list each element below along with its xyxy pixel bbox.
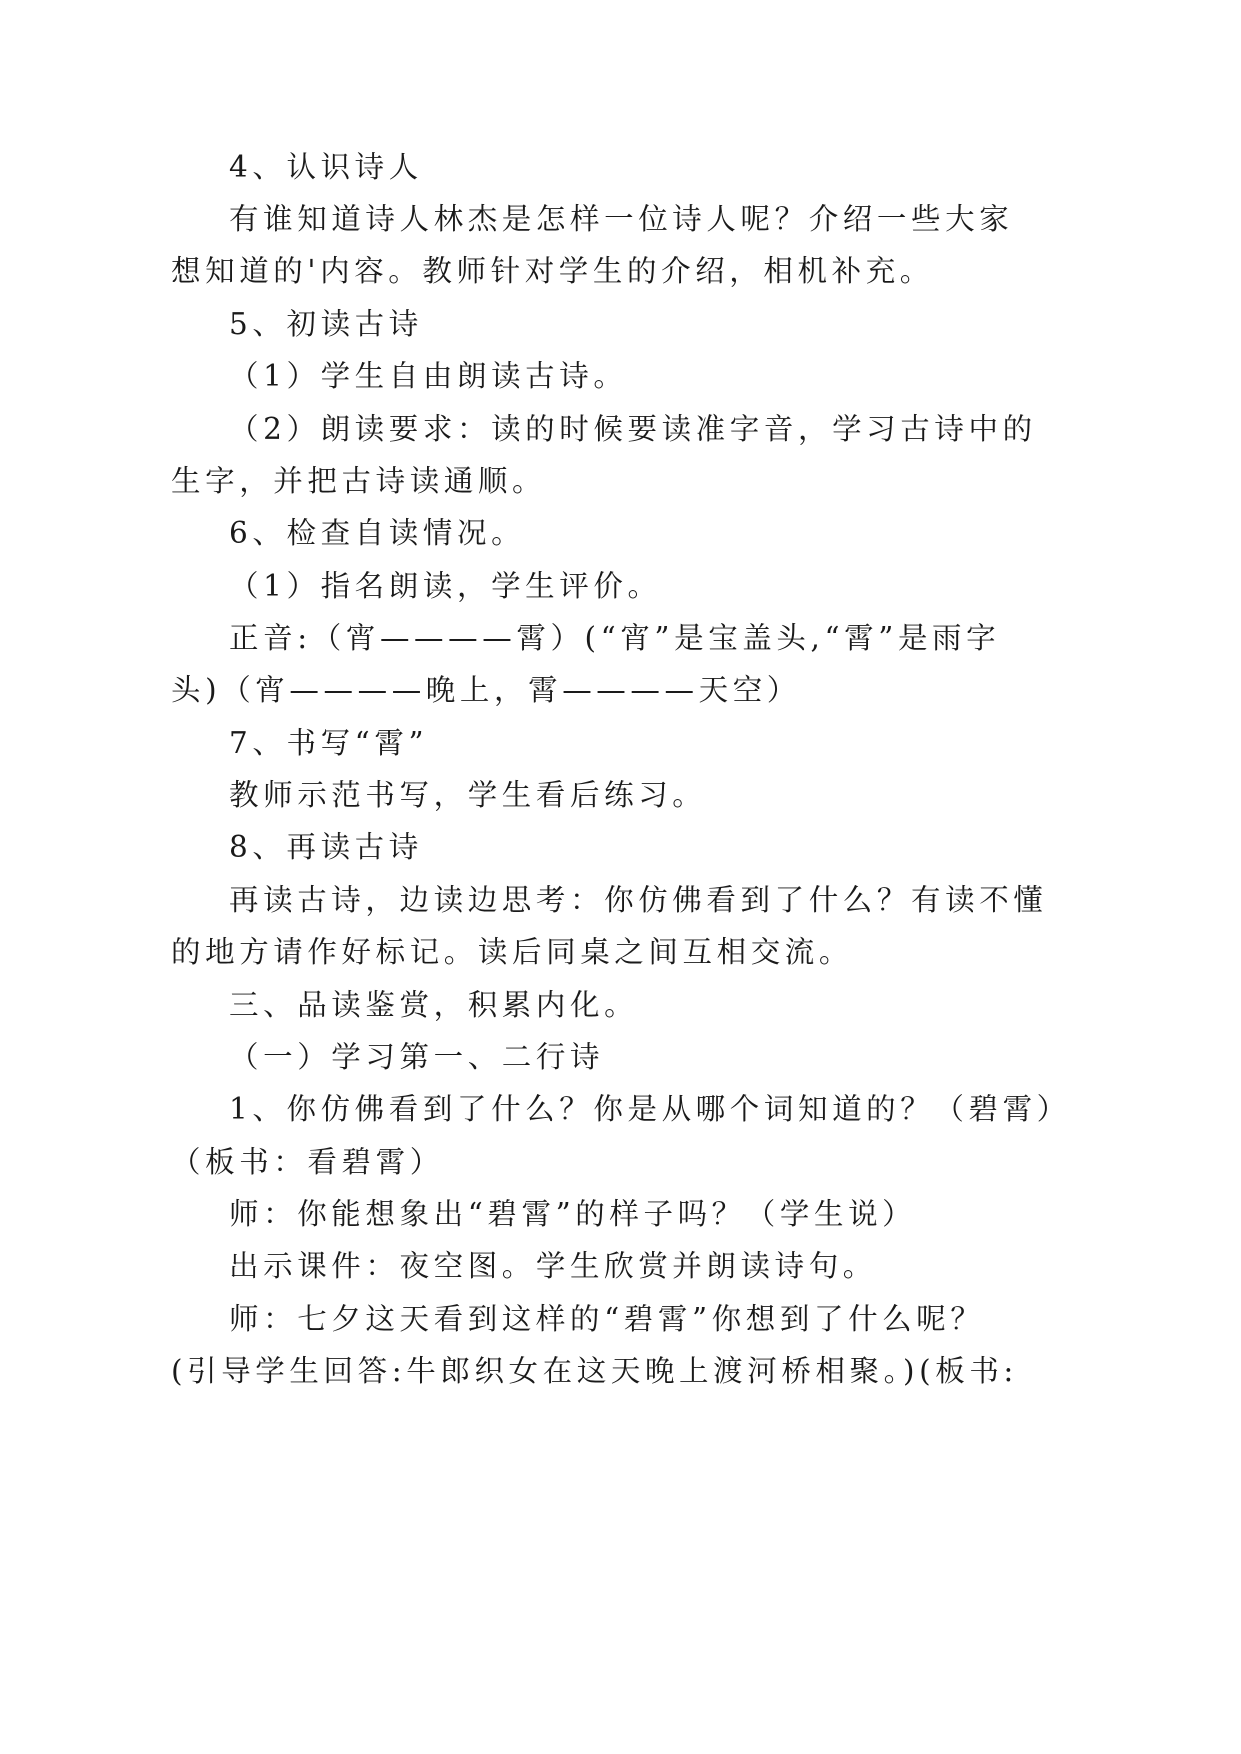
paragraph-line: (引导学生回答:牛郎织女在这天晚上渡河桥相聚。)(板书: xyxy=(171,1354,1018,1388)
paragraph-line: 教师示范书写，学生看后练习。 xyxy=(229,778,707,812)
paragraph-line: 再读古诗，边读边思考：你仿佛看到了什么？有读不懂 xyxy=(229,883,1048,917)
heading-write-character: 7、书写“霄” xyxy=(229,726,429,760)
paragraph-line: 1、你仿佛看到了什么？你是从哪个词知道的？（碧霄） xyxy=(229,1092,1071,1126)
paragraph-line: （板书：看碧霄） xyxy=(171,1145,444,1179)
list-item: （2）朗读要求：读的时候要读准字音，学习古诗中的 xyxy=(229,412,1037,446)
heading-reread-poem: 8、再读古诗 xyxy=(229,830,423,864)
paragraph-line: 师：你能想象出“碧霄”的样子吗？（学生说） xyxy=(229,1197,917,1231)
list-item: （1）学生自由朗读古诗。 xyxy=(229,359,628,393)
paragraph-line: 的地方请作好标记。读后同桌之间互相交流。 xyxy=(171,935,854,969)
paragraph-line: 正音:（宵————霄）(“宵”是宝盖头,“霄”是雨字 xyxy=(229,621,1001,655)
list-item: （1）指名朗读，学生评价。 xyxy=(229,569,662,603)
paragraph-line: 有谁知道诗人林杰是怎样一位诗人呢？介绍一些大家 xyxy=(229,202,1014,236)
paragraph-line: 生字，并把古诗读通顺。 xyxy=(171,464,547,498)
section-heading: 三、品读鉴赏，积累内化。 xyxy=(229,988,639,1022)
heading-know-poet: 4、认识诗人 xyxy=(229,150,423,184)
heading-check-reading: 6、检查自读情况。 xyxy=(229,516,526,550)
paragraph-line: 头)（宵————晚上，霄————天空） xyxy=(171,673,801,707)
paragraph-line: 出示课件：夜空图。学生欣赏并朗读诗句。 xyxy=(229,1249,877,1283)
paragraph-line: 师：七夕这天看到这样的“碧霄”你想到了什么呢？ xyxy=(229,1302,985,1336)
paragraph-line: 想知道的'内容。教师针对学生的介绍，相机补充。 xyxy=(171,254,934,288)
subsection-heading: （一）学习第一、二行诗 xyxy=(229,1040,605,1074)
heading-first-reading: 5、初读古诗 xyxy=(229,307,423,341)
